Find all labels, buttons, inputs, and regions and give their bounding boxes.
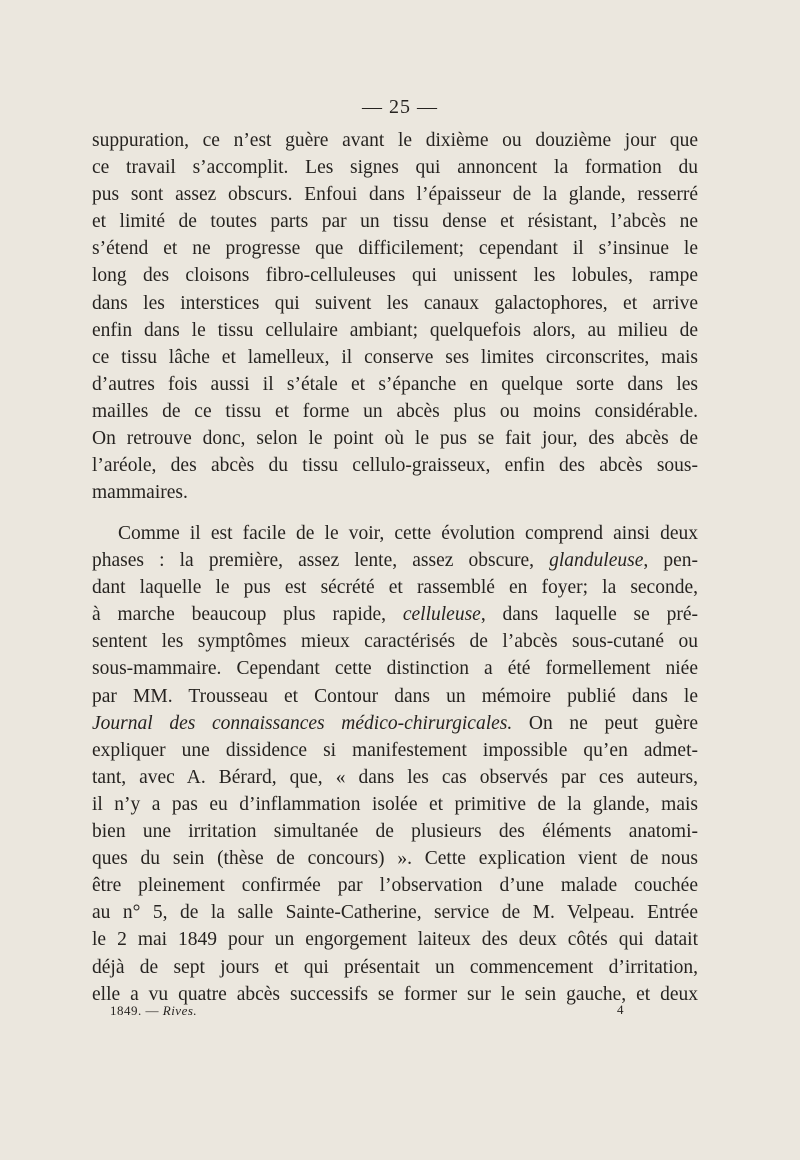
text-line: Comme il est facile de le voir, cette évolution comprend ainsi deux <box>118 523 698 544</box>
text-line: d’autres fois aussi il s’étale et s’épanche en quelque sorte dans les <box>92 373 698 395</box>
text-line: sous-mammaire. Cependant cette distinction a été formellement niée <box>92 658 698 680</box>
text-line: ce travail s’accomplit. Les signes qui annoncent la formation du <box>92 157 698 179</box>
text-line: long des cloisons fibro-celluleuses qui unissent les lobules, rampe <box>92 265 698 287</box>
text-run: phases : la première, assez lente, assez obscure, <box>92 550 535 572</box>
text-line: dant laquelle le pus est sécrété et rassemblé en foyer; la seconde, <box>92 577 698 599</box>
text-line: tant, avec A. Bérard, que, « dans les cas observés par ces auteurs, <box>92 766 698 788</box>
text-line <box>92 710 698 737</box>
text-line: mammaires. <box>92 482 188 504</box>
text-line <box>92 547 698 574</box>
signature-year: 1849. — <box>110 1003 159 1018</box>
text-line: et limité de toutes parts par un tissu dense et résistant, l’abcès ne <box>92 211 698 233</box>
signature-author: Rives. <box>162 1003 198 1018</box>
text-line: suppuration, ce n’est guère avant le dixième ou douzième jour que <box>92 130 698 151</box>
italic-term: glanduleuse <box>549 550 644 572</box>
text-line: elle a vu quatre abcès successifs se former sur le sein gauche, et deux <box>92 983 698 1005</box>
text-line: enfin dans le tissu cellulaire ambiant; quelquefois alors, au milieu de <box>92 319 698 341</box>
text-line: être pleinement confirmée par l’observation d’une malade couchée <box>92 875 698 897</box>
signature-mark <box>110 1003 197 1019</box>
text-run: , pen- <box>643 550 699 572</box>
text-line: On retrouve donc, selon le point où le pus se fait jour, des abcès de <box>92 428 698 450</box>
text-run: On ne peut guère <box>512 712 698 734</box>
text-run: , dans laquelle se pré- <box>480 604 698 626</box>
text-line: l’aréole, des abcès du tissu cellulo-graisseux, enfin des abcès sous- <box>92 455 698 477</box>
text-run: à marche beaucoup plus rapide, <box>92 604 387 626</box>
journal-title: Journal des connaissances médico-chirurgicales. <box>92 712 513 734</box>
sheet-number: 4 <box>617 1002 624 1017</box>
text-line: déjà de sept jours et qui présentait un commencement d’irritation, <box>92 956 698 978</box>
page-number: — 25 — <box>362 96 438 118</box>
text-line: expliquer une dissidence si manifestement impossible qu’en admet- <box>92 739 698 761</box>
text-line: sentent les symptômes mieux caractérisés de l’abcès sous-cutané ou <box>92 631 698 653</box>
text-line: ques du sein (thèse de concours) ». Cette explication vient de nous <box>92 848 698 870</box>
paragraph-2 <box>92 520 698 1008</box>
text-line: bien une irritation simultanée de plusieurs des éléments anatomi- <box>92 821 698 843</box>
text-line: le 2 mai 1849 pour un engorgement laiteux des deux côtés qui datait <box>92 929 698 951</box>
text-line: il n’y a pas eu d’inflammation isolée et primitive de la glande, mais <box>92 793 698 815</box>
text-line: par MM. Trousseau et Contour dans un mémoire publié dans le <box>92 685 698 707</box>
text-line: s’étend et ne progresse que difficilement; cependant il s’insinue le <box>92 238 698 260</box>
text-line: pus sont assez obscurs. Enfoui dans l’épaisseur de la glande, resserré <box>92 184 698 206</box>
text-line: au n° 5, de la salle Sainte-Catherine, service de M. Velpeau. Entrée <box>92 902 698 924</box>
text-line: mailles de ce tissu et forme un abcès plus ou moins considérable. <box>92 400 698 422</box>
paragraph-1 <box>92 127 698 506</box>
text-line: ce tissu lâche et lamelleux, il conserve ses limites circonscrites, mais <box>92 346 698 368</box>
text-line: dans les interstices qui suivent les canaux galactophores, et arrive <box>92 292 698 314</box>
text-line <box>92 601 698 628</box>
italic-term: celluleuse <box>402 604 481 626</box>
